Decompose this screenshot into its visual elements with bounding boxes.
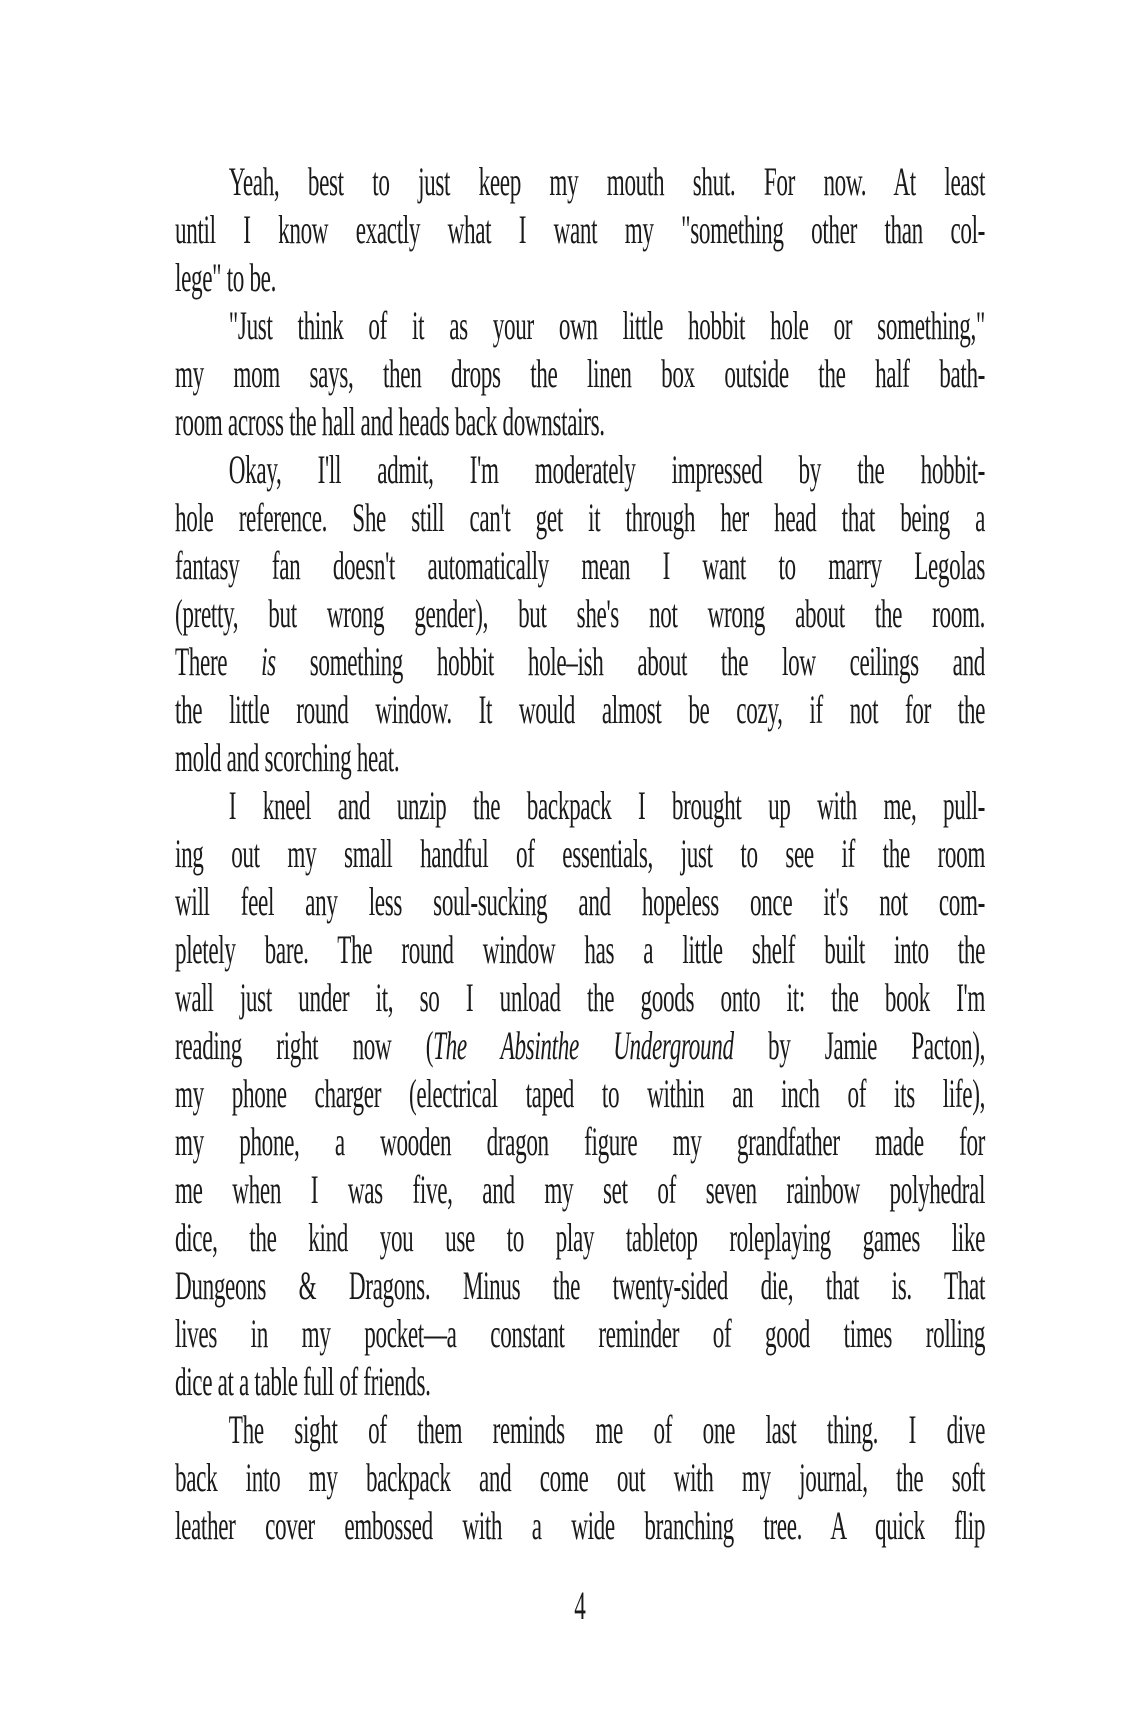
text-line: me when I was five, and my set of seven rainbow polyhedral <box>175 1167 986 1212</box>
text-line: room across the hall and heads back downstairs. <box>175 399 605 444</box>
text-line: dice, the kind you use to play tabletop roleplaying games like <box>175 1215 986 1260</box>
text-line: reading right now (The Absinthe Underground by Jamie Pacton), <box>175 1023 986 1068</box>
paragraph <box>175 302 985 446</box>
text-line: my mom says, then drops the linen box outside the half bath- <box>175 351 986 396</box>
text-line: Okay, I'll admit, I'm moderately impressed by the hobbit- <box>228 447 986 492</box>
text-line: "Just think of it as your own little hobbit hole or something," <box>228 303 986 348</box>
text-block <box>175 158 985 1550</box>
text-line: leather cover embossed with a wide branching tree. A quick flip <box>175 1503 986 1548</box>
text-line: Yeah, best to just keep my mouth shut. For now. At least <box>228 159 986 204</box>
text-line: Dungeons & Dragons. Minus the twenty-sided die, that is. That <box>175 1263 986 1308</box>
text-line: until I know exactly what I want my "something other than col- <box>175 207 986 252</box>
text-line: dice at a table full of friends. <box>175 1359 431 1404</box>
text-line: pletely bare. The round window has a little shelf built into the <box>175 927 986 972</box>
text-line: I kneel and unzip the backpack I brought up with me, pull- <box>228 783 986 828</box>
text-line: back into my backpack and come out with my journal, the soft <box>175 1455 986 1500</box>
text-line: mold and scorching heat. <box>175 735 400 780</box>
text-line: the little round window. It would almost be cozy, if not for the <box>175 687 986 732</box>
paragraph <box>175 446 985 782</box>
paragraph <box>175 782 985 1406</box>
text-line: lives in my pocket—a constant reminder of good times rolling <box>175 1311 986 1356</box>
text-line: There is something hobbit hole–ish about the low ceilings and <box>175 639 986 684</box>
paragraph <box>175 1406 985 1550</box>
text-line: my phone charger (electrical taped to within an inch of its life), <box>175 1071 986 1116</box>
text-line: my phone, a wooden dragon figure my grandfather made for <box>175 1119 986 1164</box>
text-line: fantasy fan doesn't automatically mean I want to marry Legolas <box>175 543 986 588</box>
text-line: wall just under it, so I unload the goods onto it: the book I'm <box>175 975 986 1020</box>
text-line: ing out my small handful of essentials, just to see if the room <box>175 831 986 876</box>
text-line: (pretty, but wrong gender), but she's not wrong about the room. <box>175 591 986 636</box>
text-line: lege" to be. <box>175 255 277 300</box>
paragraph <box>175 158 985 302</box>
text-line: hole reference. She still can't get it through her head that being a <box>175 495 986 540</box>
text-line: The sight of them reminds me of one last thing. I dive <box>228 1407 986 1452</box>
text-line: will feel any less soul-sucking and hopeless once it's not com- <box>175 879 986 924</box>
page-number: 4 <box>574 1583 586 1628</box>
